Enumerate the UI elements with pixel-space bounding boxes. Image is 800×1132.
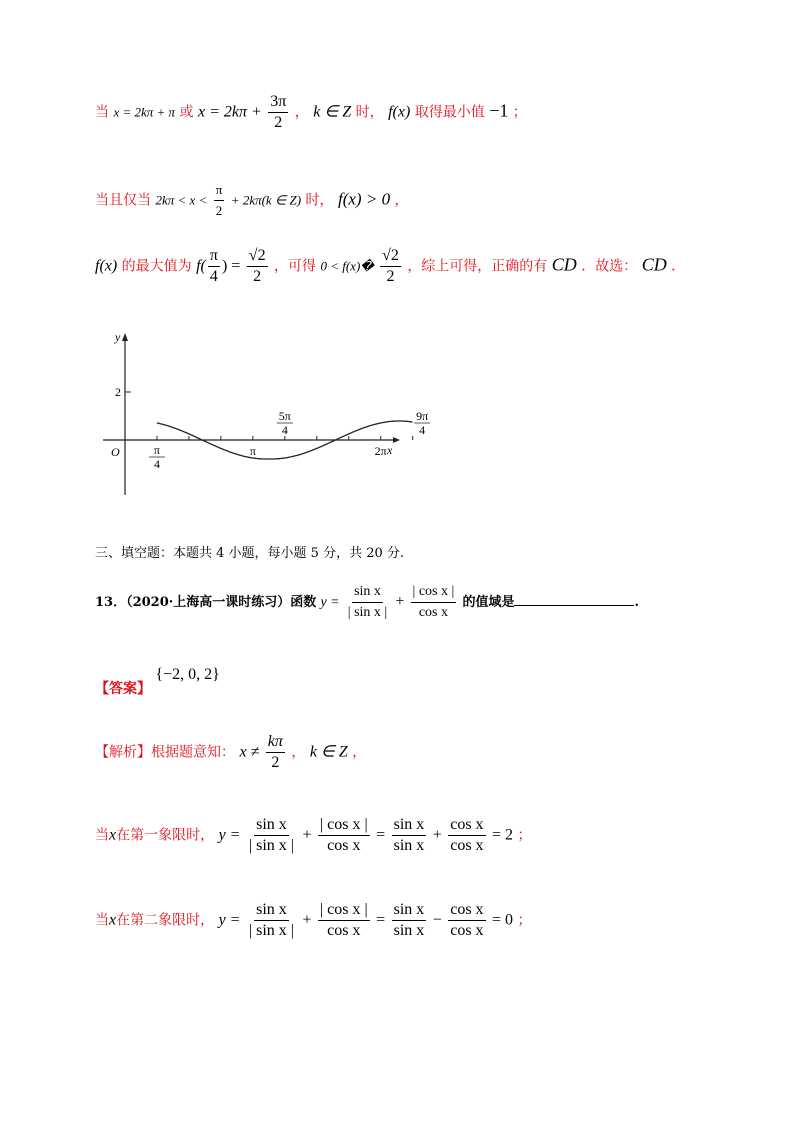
frac-pi-2: $\frac{\pi}{2}$ <box>215 182 223 218</box>
x-tick-label-pi4-num: π <box>153 443 160 457</box>
y-axis-label: y <box>115 330 121 344</box>
text-summary: ，综上可得，正确的有 <box>407 258 548 275</box>
expr-fx: f(x) <box>95 257 118 275</box>
end-mark: ； <box>512 104 527 121</box>
text-or: 或 <box>179 104 194 121</box>
line-min-condition <box>95 92 527 133</box>
expr-ineq: 0 < f(x)� <box>320 258 374 274</box>
origin-label: O <box>111 445 120 459</box>
y-tick-label: 2 <box>115 385 121 399</box>
frac-kpi-2: $\frac{k\pi}{2}$ <box>267 733 283 771</box>
frac-sin-abs: $\frac{\text{sin x}}{\text{| sin x |}}$ <box>347 584 388 620</box>
x-axis-arrow <box>393 437 400 443</box>
var-x: x <box>109 826 117 844</box>
frac-a: $\frac{\text{sin x}}{\text{| sin x |}}$ <box>248 901 294 939</box>
expr-fx: f(x) <box>388 103 411 121</box>
graph-ticks <box>115 385 430 471</box>
question-13 <box>95 582 639 623</box>
x-tick-label-9pi4-den: 4 <box>419 423 426 437</box>
frac-c: $\frac{\text{sin x}}{\text{sin x}}$ <box>393 901 425 939</box>
line-max-value <box>95 246 685 287</box>
op: + <box>302 826 312 844</box>
expr-y: y = <box>218 911 241 929</box>
frac-b: $\frac{\text{| cos x |}}{\text{cos x}}$ <box>319 901 368 939</box>
text-iff: 当且仅当 <box>95 192 151 209</box>
expr-cond-b: + 2kπ(k ∈ Z) <box>230 192 302 208</box>
expr-k-in-z: k ∈ Z <box>309 743 348 761</box>
op: − <box>432 911 442 929</box>
expr-y: y = <box>320 595 340 610</box>
text-choose: ．故选： <box>581 258 638 275</box>
end-mark: ． <box>671 258 686 275</box>
text-when: 当 <box>95 104 109 121</box>
answer-line <box>95 664 220 697</box>
expr-fx-positive: f(x) > 0 <box>338 189 391 209</box>
x-axis-label: x <box>387 443 393 457</box>
frac-pi-4: $\frac{\pi}{4}$ <box>209 247 218 285</box>
x-tick-label-2pi: 2π <box>374 444 387 458</box>
expr-f-open: f( <box>196 257 206 275</box>
answer-blank <box>514 591 634 606</box>
x-tick-label-5pi4-num: 5π <box>278 409 291 423</box>
text-quadrant: 在第二象限时， <box>116 912 215 929</box>
text-quadrant: 在第一象限时， <box>116 827 215 844</box>
y-axis-arrow <box>122 333 128 341</box>
frac-b: $\frac{\text{| cos x |}}{\text{cos x}}$ <box>319 816 368 854</box>
op: + <box>432 826 442 844</box>
x-tick-label-5pi4-den: 4 <box>281 423 288 437</box>
end-mark: ； <box>517 827 532 844</box>
op-eq: = <box>376 911 386 929</box>
op-plus: + <box>395 593 405 610</box>
answer-value: {−2, 0, 2} <box>155 666 220 683</box>
frac-d: $\frac{\text{cos x}}{\text{cos x}}$ <box>450 901 484 939</box>
frac-d: $\frac{\text{cos x}}{\text{cos x}}$ <box>450 816 484 854</box>
expr-k-in-z: k ∈ Z <box>313 103 352 121</box>
end-mark: ， <box>394 192 409 209</box>
end-mark: ； <box>517 912 532 929</box>
op: + <box>302 911 312 929</box>
text-shi: 时， <box>355 104 384 121</box>
expr-y: y = <box>218 826 241 844</box>
analysis-line <box>95 732 366 773</box>
expr-x-neq: x ≠ <box>239 743 260 761</box>
text-when: 当 <box>95 827 109 844</box>
x-tick-label-pi4-den: 4 <box>153 457 160 471</box>
result: = 0 <box>492 911 514 929</box>
frac-sqrt2-2b: $\frac{√2}{2}$ <box>382 247 399 285</box>
function-graph <box>95 325 429 505</box>
line-positive-condition <box>95 180 409 221</box>
answer-label: 【答案】 <box>95 681 151 697</box>
case-quadrant-1 <box>95 815 531 856</box>
var-x: x <box>109 911 117 929</box>
analysis-text: 根据题意知： <box>151 744 235 761</box>
value-min: −1 <box>489 100 509 121</box>
text-thus: ，可得 <box>274 258 317 275</box>
result: = 2 <box>492 826 514 844</box>
expr-lhs: x = 2kπ + <box>197 103 262 121</box>
frac-abscos-cos: $\frac{\text{| cos x |}}{\text{cos x}}$ <box>412 584 455 620</box>
section-text: 三、填空题：本题共 4 小题，每小题 5 分，共 20 分. <box>95 546 405 561</box>
end-mark: . <box>634 595 639 610</box>
x-tick-label-9pi4-num: 9π <box>416 409 429 423</box>
expr-x-2kpi-pi: x = 2kπ + π <box>113 104 176 120</box>
op-eq: = <box>376 826 386 844</box>
end-mark: ， <box>352 744 367 761</box>
case-quadrant-2 <box>95 900 531 941</box>
frac-3pi-2: $\frac{3\pi}{2}$ <box>270 93 287 131</box>
text-min-value: 取得最小值 <box>414 104 485 121</box>
frac-sqrt2-2: $\frac{√2}{2}$ <box>248 247 266 285</box>
sep: ， <box>294 104 309 121</box>
expr-cond-a: 2kπ < x < <box>155 192 208 208</box>
analysis-label: 【解析】 <box>95 744 151 761</box>
question-source: （2020·上海高一课时练习）函数 <box>126 595 317 610</box>
sep: ， <box>291 744 306 761</box>
answer-cd-2: CD <box>641 254 667 275</box>
text-max: 的最大值为 <box>121 258 192 275</box>
question-number: 13． <box>95 595 127 610</box>
frac-c: $\frac{\text{sin x}}{\text{sin x}}$ <box>393 816 425 854</box>
answer-cd: CD <box>551 254 577 275</box>
graph-axes <box>103 330 400 495</box>
text-when: 当 <box>95 912 109 929</box>
x-tick-label-pi: π <box>249 444 256 458</box>
expr-f-close: ) = <box>221 257 241 275</box>
frac-a: $\frac{\text{sin x}}{\text{| sin x |}}$ <box>248 816 294 854</box>
section-heading <box>95 542 404 561</box>
text-shi: 时， <box>305 192 334 209</box>
question-tail: 的值域是 <box>462 595 515 610</box>
